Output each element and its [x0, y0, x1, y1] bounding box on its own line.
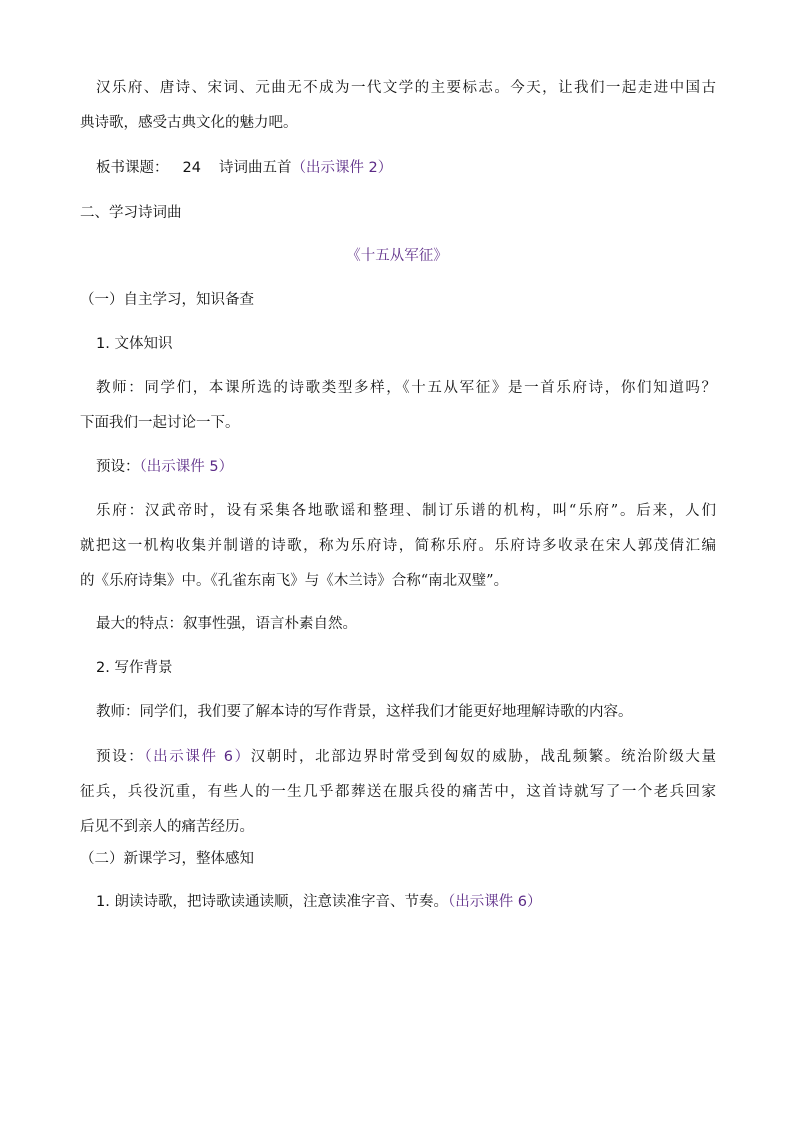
preset-1-slide: （出示课件 5） — [139, 459, 234, 475]
preset-1-label: 预设： — [96, 459, 140, 475]
feature-line: 最大的特点：叙事性强，语言朴素自然。 — [96, 616, 357, 632]
teacher-2-line: 教师：同学们，我们要了解本诗的写作背景，这样我们才能更好地理解诗歌的内容。 — [96, 704, 633, 720]
yuefu-line-2: 就把这一机构收集并制谱的诗歌，称为乐府诗，简称乐府。乐府诗多收录在宋人郭茂倩汇编 — [80, 538, 716, 554]
part-heading-one: （一）自主学习，知识备查 — [80, 292, 254, 308]
preset-1 — [96, 457, 233, 477]
item-heading-3 — [96, 892, 542, 912]
section-heading-two: 二、学习诗词曲 — [80, 205, 182, 221]
item-3-slide: （出示课件 6） — [447, 894, 542, 910]
teacher-1-line-1: 教师：同学们，本课所选的诗歌类型多样，《十五从军征》是一首乐府诗，你们知道吗？ — [96, 380, 716, 396]
item-heading-1: 1. 文体知识 — [96, 336, 173, 352]
board-title-text: 诗词曲五首 — [218, 160, 292, 176]
board-title-slide: （出示课件 2） — [291, 160, 393, 176]
intro-line-1: 汉乐府、唐诗、宋词、元曲无不成为一代文学的主要标志。今天，让我们一起走进中国古 — [96, 80, 716, 96]
part-heading-two: （二）新课学习，整体感知 — [80, 851, 254, 867]
preset-2-line-1 — [96, 747, 716, 767]
board-title-label: 板书课题： — [96, 160, 169, 176]
board-title-number: 24 — [182, 160, 201, 176]
item-heading-2: 2. 写作背景 — [96, 660, 173, 676]
preset-2-line-3: 后见不到亲人的痛苦经历。 — [80, 819, 254, 835]
intro-line-2: 典诗歌，感受古典文化的魅力吧。 — [80, 115, 298, 131]
preset-2-text: 汉朝时，北部边界时常受到匈奴的威胁，战乱频繁。统治阶级大量 — [250, 749, 717, 765]
poem-title: 《十五从军征》 — [346, 248, 448, 264]
item-3-text: 1. 朗读诗歌，把诗歌读通读顺，注意读准字音、节奏。 — [96, 894, 448, 910]
preset-2-line-2: 征兵，兵役沉重，有些人的一生几乎都葬送在服兵役的痛苦中，这首诗就写了一个老兵回家 — [80, 784, 716, 800]
yuefu-line-3: 的《乐府诗集》中。《孔雀东南飞》与《木兰诗》合称“南北双璧”。 — [80, 573, 509, 589]
preset-2-slide: （出示课件 6） — [144, 749, 251, 765]
board-title — [96, 158, 392, 178]
teacher-1-line-2: 下面我们一起讨论一下。 — [80, 415, 240, 431]
yuefu-line-1: 乐府：汉武帝时，设有采集各地歌谣和整理、制订乐谱的机构，叫“乐府”。后来，人们 — [96, 503, 716, 519]
preset-2-label: 预设： — [96, 749, 145, 765]
